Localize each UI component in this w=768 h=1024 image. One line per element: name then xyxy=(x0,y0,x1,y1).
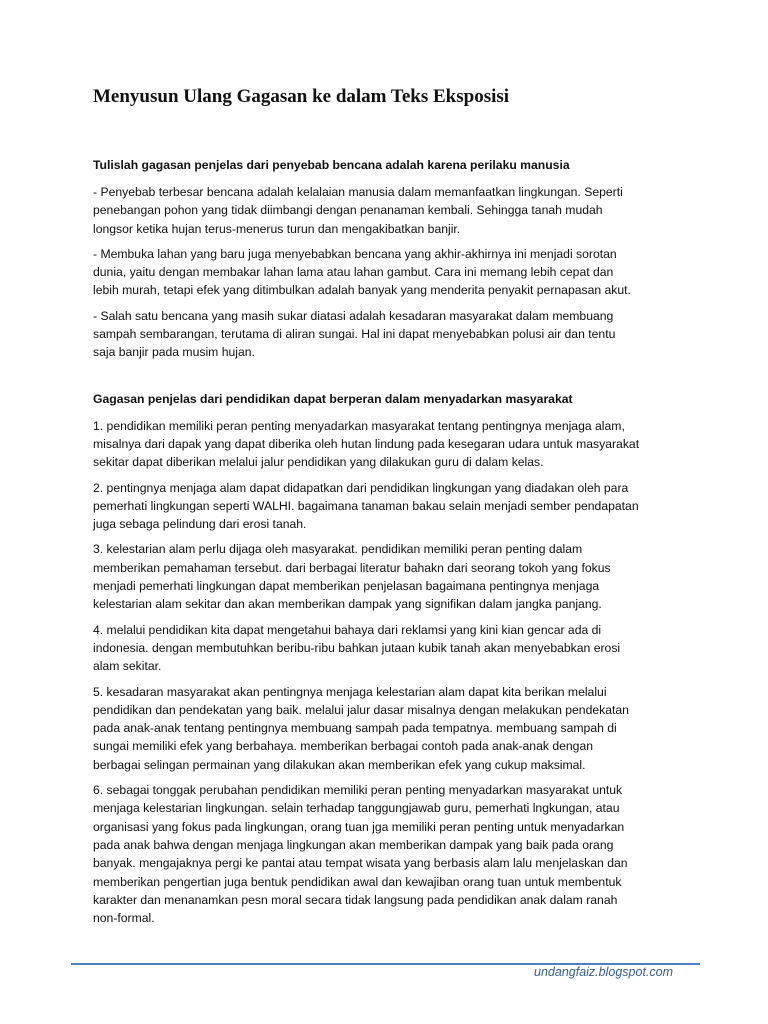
paragraph-line: pada anak-anak tentang pentingnya membuang sampah pada tempatnya. membuang sampah di xyxy=(93,721,617,736)
paragraph-line: dunia, yaitu dengan membakar lahan lama atau lahan gambut. Cara ini memang lebih cepat dan xyxy=(93,265,614,280)
paragraph-line: 5. kesadaran masyarakat akan pentingnya menjaga kelestarian alam dapat kita berikan melalui xyxy=(93,684,607,699)
paragraph xyxy=(93,479,688,534)
paragraph-line: 3. kelestarian alam perlu dijaga oleh masyarakat. pendidikan memiliki peran penting dalam xyxy=(93,542,583,557)
paragraph-line: sampah sembarangan, terutama di aliran sungai. Hal ini dapat menyebabkan polusi air dan tentu xyxy=(93,327,616,342)
section-penyebab-bencana xyxy=(93,156,688,362)
paragraph-line: 2. pentingnya menjaga alam dapat didapatkan dari pendidikan lingkungan yang diadakan oleh para xyxy=(93,480,629,495)
paragraph xyxy=(93,183,688,238)
paragraph xyxy=(93,540,688,613)
paragraph-line: banyak. mengajaknya pergi ke pantai atau tempat wisata yang berbasis alam lalu menjelaskan dan xyxy=(93,856,628,871)
paragraph-line: indonesia. dengan membutuhkan beribu-ribu bahkan jutaan kubik tanah akan menyebabkan erosi xyxy=(93,640,621,655)
paragraph-line: misalnya dari dapak yang dapat diberika oleh hutan lindung pada kesegaran udara untuk masyarakat xyxy=(93,436,640,451)
paragraph-line: 4. melalui pendidikan kita dapat mengetahui bahaya dari reklamsi yang kini kian gencar ada di xyxy=(93,622,602,637)
section-body xyxy=(93,183,688,362)
paragraph-line: alam sekitar. xyxy=(93,659,162,674)
paragraph-line: pemerhati lingkungan seperti WALHI. bagaimana tanaman bakau selain menjadi sember pendapatan xyxy=(93,498,639,513)
paragraph-line: longsor ketika hujan terus-menerus turun dan mengakibatkan banjir. xyxy=(93,221,461,236)
paragraph-line: berbagai selingan permainan yang dilakukan akan memberikan efek yang cukup maksimal. xyxy=(93,757,586,772)
paragraph-line: 6. sebagai tonggak perubahan pendidikan memiliki peran penting menyadarkan masyarakat untuk xyxy=(93,783,623,798)
paragraph-line: memberikan pemahaman tersebut. dari berbagai literatur bahakn dari seorang tokoh yang fokus xyxy=(93,560,611,575)
paragraph xyxy=(93,781,688,927)
paragraph xyxy=(93,245,688,300)
paragraph xyxy=(93,683,688,774)
paragraph-line: menjadi pemerhati lingkungan dapat memberikan penjelasan bagaimana pentingnya menjaga xyxy=(93,579,600,594)
paragraph-line: sungai memiliki efek yang berbahaya. memberikan berbagai contoh pada anak-anak dengan xyxy=(93,739,594,754)
section-peran-pendidikan xyxy=(93,390,688,928)
section-heading: Tulislah gagasan penjelas dari penyebab bencana adalah karena perilaku manusia xyxy=(93,158,570,172)
paragraph-line: lebih murah, tetapi efek yang ditimbulkan adalah banyak yang menderita penyakit pernapasan akut. xyxy=(93,283,631,298)
document-page xyxy=(93,86,688,934)
footer-link[interactable]: undangfaiz.blogspot.com xyxy=(534,965,673,979)
paragraph xyxy=(93,621,688,676)
section-heading: Gagasan penjelas dari pendidikan dapat berperan dalam menyadarkan masyarakat xyxy=(93,391,573,406)
paragraph-line: juga sebaga pelindung dari erosi tanah. xyxy=(93,517,307,532)
paragraph-line: non-formal. xyxy=(93,911,155,926)
paragraph-line: penebangan pohon yang tidak diimbangi dengan penanaman kembali. Sehingga tanah mudah xyxy=(93,203,603,218)
paragraph-line: memberikan pengertian juga bentuk pendidikan awal dan kewajiban orang tuan untuk membentuk xyxy=(93,874,622,889)
paragraph xyxy=(93,307,688,362)
paragraph-line: 1. pendidikan memiliki peran penting menyadarkan masyarakat tentang pentingnya menjaga alam, xyxy=(93,418,625,433)
paragraph xyxy=(93,417,688,472)
paragraph-line: pada anak bahwa dengan menjaga lingkungan akan memberikan dampak yang baik pada orang xyxy=(93,837,614,852)
paragraph-line: karakter dan menanamkan pesn moral secara tidak langsung pada pendidikan anak dalam ranah xyxy=(93,892,618,907)
paragraph-line: saja banjir pada musim hujan. xyxy=(93,345,255,360)
paragraph-line: - Penyebab terbesar bencana adalah kelalaian manusia dalam memanfaatkan lingkungan. Seperti xyxy=(93,185,623,199)
paragraph-line: kelestarian alam sekitar dan akan memberikan dampak yang signifikan dalam jangka panjang. xyxy=(93,597,602,612)
paragraph-line: pendidikan dan pendekatan yang baik. melalui jalur dasar misalnya dengan melakukan pendekatan xyxy=(93,702,629,717)
section-body xyxy=(93,417,688,928)
paragraph-line: sekitar dapat diberikan melalui jalur pendidikan yang dilakukan guru di dalam kelas. xyxy=(93,455,544,470)
paragraph-line: menjaga kelestarian lingkungan. selain terhadap tanggungjawab guru, pemerhati lngkungan, atau xyxy=(93,801,620,816)
paragraph-line: organisasi yang fokus pada lingkungan, orang tuan jga memiliki peran penting untuk menyadarkan xyxy=(93,819,625,834)
paragraph-line: - Membuka lahan yang baru juga menyebabkan bencana yang akhir-akhirnya ini menjadi sorotan xyxy=(93,246,617,261)
paragraph-line: - Salah satu bencana yang masih sukar diatasi adalah kesadaran masyarakat dalam membuang xyxy=(93,308,614,323)
document-title: Menyusun Ulang Gagasan ke dalam Teks Eksposisi xyxy=(93,86,510,107)
